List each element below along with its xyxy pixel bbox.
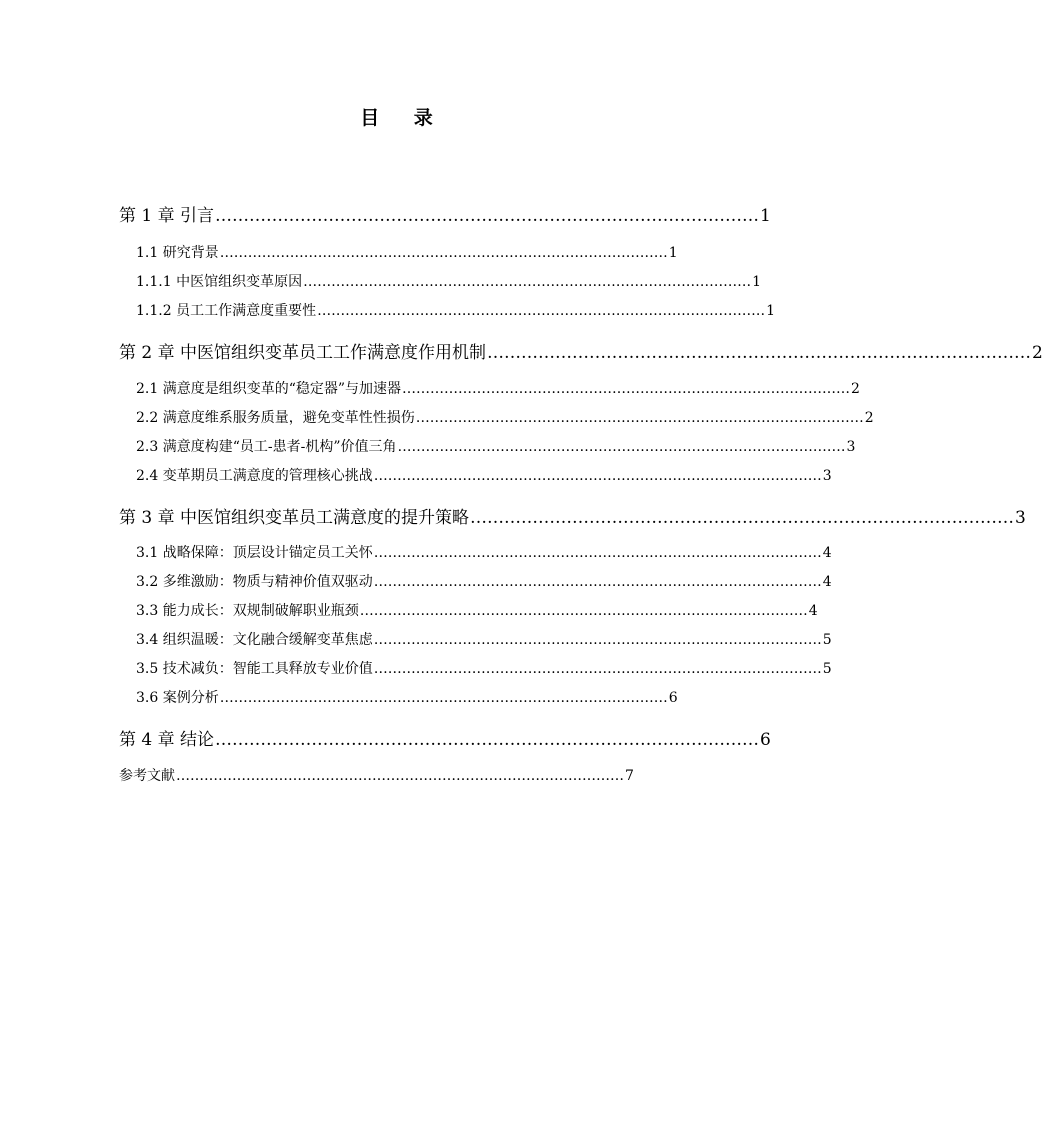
toc-page-number: 3 [846, 439, 856, 455]
toc-entry-1-1[interactable] [136, 242, 678, 262]
toc-entry-label: 第 4 章 结论 [119, 730, 215, 750]
toc-leader-dots: …………………………………………………………………………………… [317, 303, 766, 319]
toc-entry-label: 3.4 组织温暖：文化融合缓解变革焦虑 [136, 632, 373, 648]
toc-leader-dots: …………………………………………………………………………………… [373, 632, 822, 648]
toc-entry-label: 第 2 章 中医馆组织变革员工工作满意度作用机制 [119, 343, 487, 363]
toc-entry-label: 3.1 战略保障：顶层设计锚定员工关怀 [136, 545, 373, 561]
toc-entry-3-5[interactable] [136, 658, 832, 678]
toc-entry-3-6[interactable] [136, 687, 678, 707]
toc-entry-label: 2.2 满意度维系服务质量，避免变革性性损伤 [136, 410, 415, 426]
toc-entry-ch1[interactable] [119, 201, 771, 226]
toc-page-number: 4 [822, 545, 832, 561]
toc-entry-label: 2.4 变革期员工满意度的管理核心挑战 [136, 468, 373, 484]
toc-entry-1-1-2[interactable] [136, 300, 775, 320]
toc-page-number: 6 [668, 690, 678, 706]
toc-page-number: 5 [822, 632, 832, 648]
toc-leader-dots: …………………………………………………………………………………… [373, 661, 822, 677]
toc-leader-dots: …………………………………………………………………………………… [373, 574, 822, 590]
toc-leader-dots: …………………………………………………………………………………… [373, 468, 822, 484]
toc-entry-label: 1.1 研究背景 [136, 245, 219, 261]
toc-leader-dots: …………………………………………………………………………………… [303, 274, 752, 290]
toc-page-number: 2 [1032, 343, 1043, 363]
toc-entry-3-1[interactable] [136, 542, 832, 562]
toc-entry-1-1-1[interactable] [136, 271, 761, 291]
toc-page-number: 3 [822, 468, 832, 484]
toc-page-number: 2 [864, 410, 874, 426]
toc-entry-3-4[interactable] [136, 629, 832, 649]
toc-page-number: 1 [760, 206, 771, 226]
toc-page-number: 2 [851, 381, 860, 397]
toc-leader-dots: …………………………………………………………………………………… [359, 603, 808, 619]
toc-leader-dots: …………………………………………………………………………………… [487, 343, 1032, 363]
toc-title: 目 录 [360, 107, 447, 129]
toc-entry-2-1[interactable] [136, 378, 860, 398]
toc-page-number: 5 [822, 661, 832, 677]
toc-entry-2-3[interactable] [136, 436, 856, 456]
toc-entry-label: 第 3 章 中医馆组织变革员工满意度的提升策略 [119, 508, 470, 528]
toc-entry-references[interactable] [119, 765, 634, 785]
toc-leader-dots: …………………………………………………………………………………… [219, 245, 668, 261]
toc-leader-dots: …………………………………………………………………………………… [402, 381, 851, 397]
toc-entry-label: 3.3 能力成长：双规制破解职业瓶颈 [136, 603, 359, 619]
toc-leader-dots: …………………………………………………………………………………… [397, 439, 846, 455]
toc-page-number: 4 [808, 603, 818, 619]
toc-entry-2-4[interactable] [136, 465, 832, 485]
toc-leader-dots: …………………………………………………………………………………… [215, 206, 760, 226]
toc-leader-dots: …………………………………………………………………………………… [373, 545, 822, 561]
toc-page-number: 6 [760, 730, 771, 750]
toc-entry-label: 1.1.1 中医馆组织变革原因 [136, 274, 303, 290]
toc-entry-ch3[interactable] [119, 503, 1026, 528]
toc-entry-label: 2.1 满意度是组织变革的“稳定器”与加速器 [136, 381, 402, 397]
toc-page-number: 1 [668, 245, 678, 261]
toc-page-number: 3 [1015, 508, 1026, 528]
toc-page-number: 7 [625, 768, 634, 784]
toc-page-number: 1 [766, 303, 775, 319]
toc-entry-label: 1.1.2 员工工作满意度重要性 [136, 303, 317, 319]
toc-entry-label: 参考文献 [119, 768, 175, 784]
toc-leader-dots: …………………………………………………………………………………… [219, 690, 668, 706]
toc-entry-ch4[interactable] [119, 725, 771, 750]
toc-entry-label: 3.5 技术减负：智能工具释放专业价值 [136, 661, 373, 677]
toc-leader-dots: …………………………………………………………………………………… [176, 768, 624, 784]
toc-leader-dots: …………………………………………………………………………………… [470, 508, 1015, 528]
toc-entry-3-3[interactable] [136, 600, 818, 620]
toc-page-number: 4 [822, 574, 832, 590]
toc-entry-label: 第 1 章 引言 [119, 206, 215, 226]
toc-page-number: 1 [752, 274, 761, 290]
toc-entry-ch2[interactable] [119, 338, 1043, 363]
toc-leader-dots: …………………………………………………………………………………… [215, 730, 760, 750]
toc-entry-label: 2.3 满意度构建“员工-患者-机构”价值三角 [136, 439, 397, 455]
toc-entry-3-2[interactable] [136, 571, 832, 591]
toc-entry-label: 3.6 案例分析 [136, 690, 219, 706]
toc-entry-label: 3.2 多维激励：物质与精神价值双驱动 [136, 574, 373, 590]
toc-leader-dots: …………………………………………………………………………………… [415, 410, 864, 426]
toc-entry-2-2[interactable] [136, 407, 874, 427]
